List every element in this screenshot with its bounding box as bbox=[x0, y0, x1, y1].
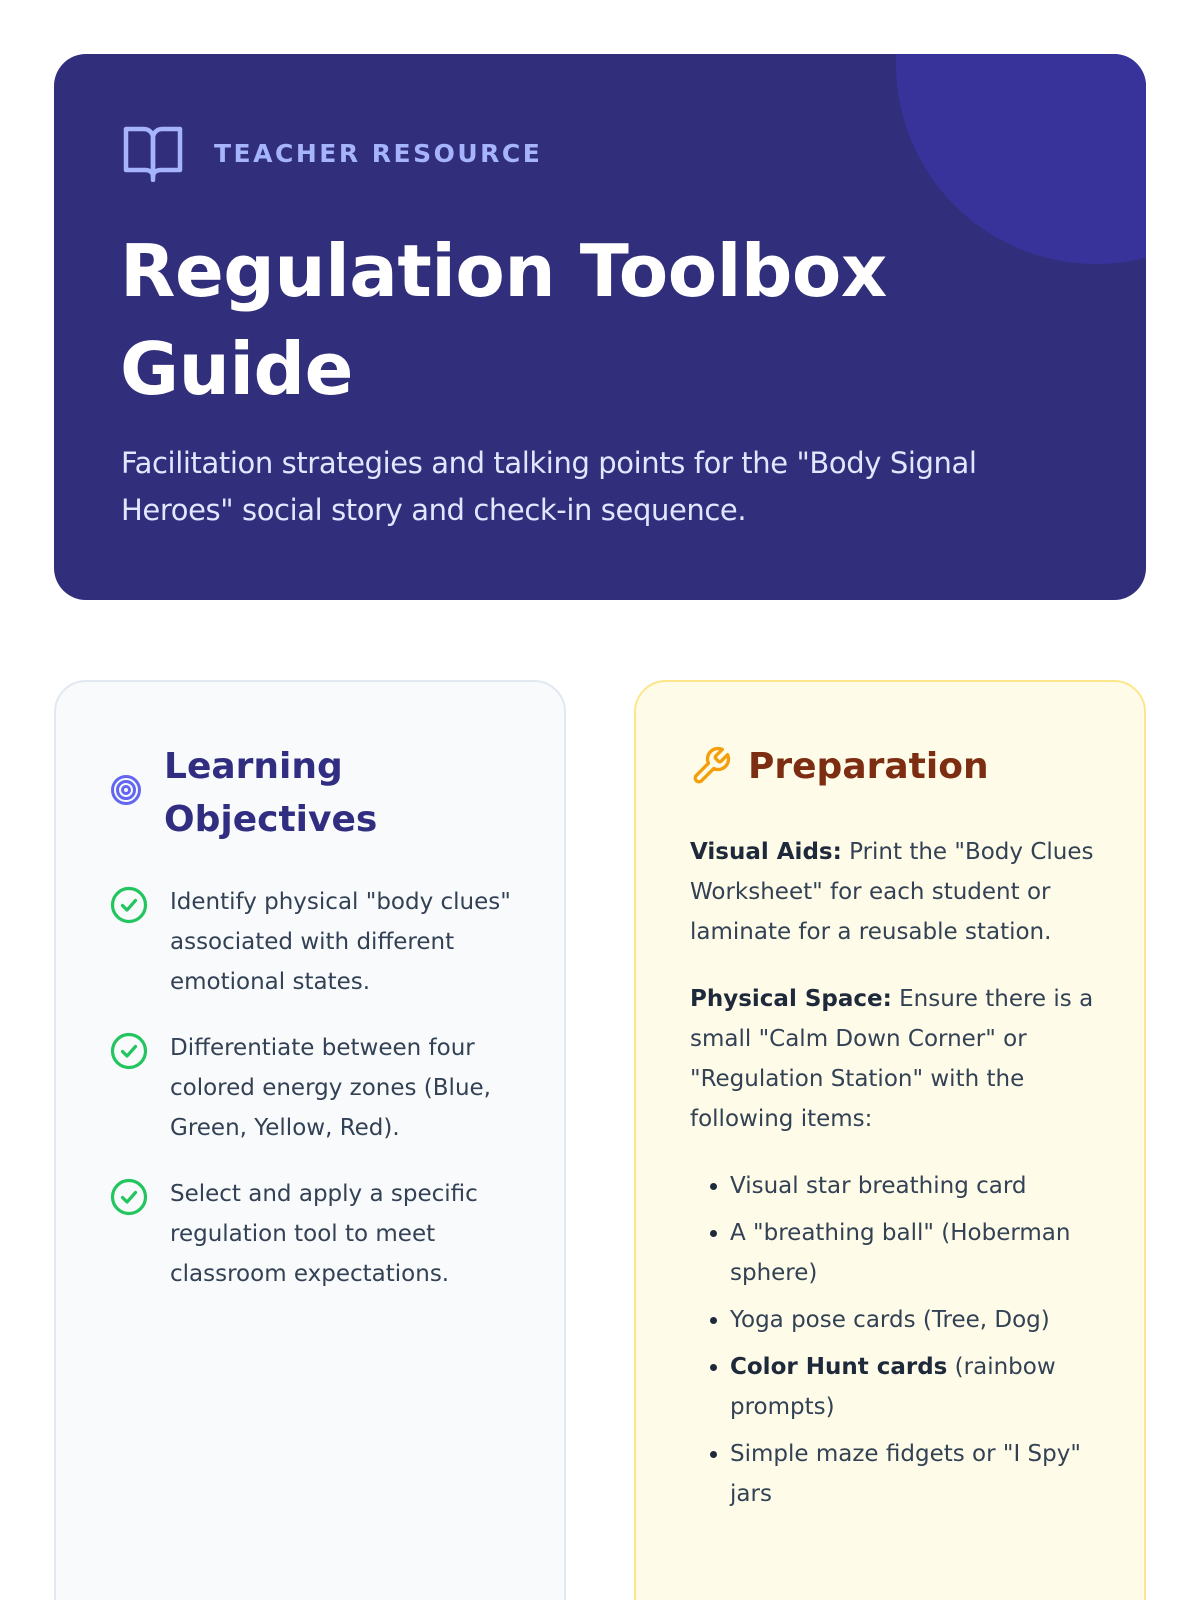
page-title: Regulation Toolbox Guide bbox=[120, 229, 887, 411]
check-circle-icon bbox=[110, 1032, 148, 1070]
list-item bbox=[730, 1347, 1102, 1427]
list-item: • Simple maze fidgets or "I Spy" jars bbox=[730, 1434, 1102, 1514]
objective-item bbox=[110, 1028, 530, 1148]
list-item: • Visual star breathing card bbox=[730, 1166, 1102, 1206]
preparation-body bbox=[690, 832, 1102, 1521]
target-icon bbox=[110, 774, 142, 806]
check-circle-icon bbox=[110, 1178, 148, 1216]
objective-item bbox=[110, 882, 530, 1002]
page-subtitle: Facilitation strategies and talking points for the "Body Signal Heroes" social story and check-in sequence. bbox=[121, 446, 977, 527]
physical-space-text: Ensure there is a small "Calm Down Corner" or "Regulation Station" with the following items: bbox=[690, 986, 1094, 1132]
list-item: • Yoga pose cards (Tree, Dog) bbox=[730, 1300, 1102, 1340]
physical-space-paragraph bbox=[690, 979, 1102, 1139]
color-hunt-label: Color Hunt cards bbox=[730, 1354, 948, 1380]
objective-text: Identify physical "body clues" associated with different emotional states. bbox=[170, 889, 511, 995]
objective-text: Differentiate between four colored energy zones (Blue, Green, Yellow, Red). bbox=[170, 1035, 491, 1141]
visual-aids-paragraph bbox=[690, 832, 1102, 952]
objectives-heading: Learning Objectives bbox=[164, 746, 378, 840]
preparation-heading: Preparation bbox=[748, 746, 989, 787]
eyebrow-row bbox=[122, 124, 542, 182]
eyebrow-label: TEACHER RESOURCE bbox=[214, 138, 543, 168]
check-circle-icon bbox=[110, 886, 148, 924]
list-item: • A "breathing ball" (Hoberman sphere) bbox=[730, 1213, 1102, 1293]
book-open-icon bbox=[122, 124, 184, 182]
visual-aids-text: Print the "Body Clues Worksheet" for each student or laminate for a reusable station. bbox=[690, 839, 1094, 945]
learning-objectives-card bbox=[54, 680, 566, 1600]
objective-item bbox=[110, 1174, 530, 1294]
physical-space-label: Physical Space: bbox=[690, 986, 892, 1012]
preparation-card bbox=[634, 680, 1146, 1600]
objectives-list bbox=[110, 882, 530, 1320]
color-hunt-text: (rainbow prompts) bbox=[730, 1354, 1056, 1420]
hero-banner bbox=[54, 54, 1146, 600]
objective-text: Select and apply a specific regulation tool to meet classroom expectations. bbox=[170, 1181, 478, 1287]
wrench-icon bbox=[690, 745, 732, 787]
visual-aids-label: Visual Aids: bbox=[690, 839, 842, 865]
station-items-list bbox=[690, 1166, 1102, 1514]
